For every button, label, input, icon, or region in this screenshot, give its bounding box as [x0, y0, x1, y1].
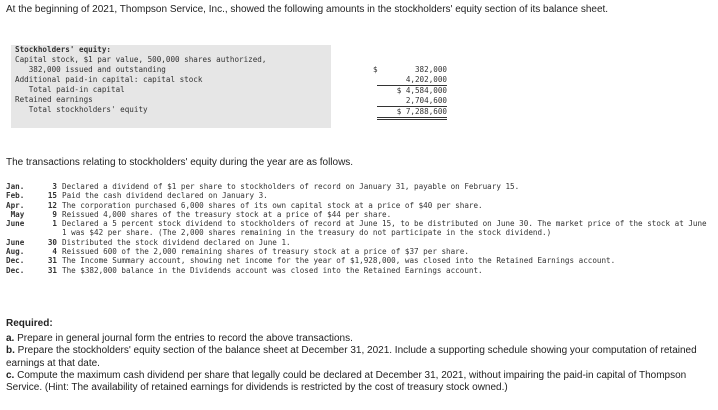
required-item-text: Prepare in general journal form the entries to record the above transactions. [17, 333, 353, 345]
amount-total-equity: $ 7,288,600 [396, 107, 447, 116]
transaction-month: May [6, 209, 25, 219]
transaction-row [6, 191, 712, 200]
problem-intro: At the beginning of 2021, Thompson Service, Inc., showed the following amounts in the stockholders' equity section of its balance sheet. [6, 4, 609, 15]
transaction-text: The $382,000 balance in the Dividends account was closed into the Retained Earnings account. [62, 265, 483, 275]
transaction-row [6, 256, 712, 265]
transaction-month: Apr. [6, 200, 25, 210]
equity-heading: Stockholders' equity: [15, 45, 112, 54]
transaction-month: June [6, 237, 25, 247]
required-item-label: c. [6, 369, 15, 381]
transaction-text: The Income Summary account, showing net income for the year of $1,928,000, was closed into the Retained Earnings account. [62, 256, 616, 266]
transaction-text: Reissued 4,000 shares of the treasury stock at a price of $44 per share. [62, 209, 392, 219]
required-item-text: Prepare the stockholders' equity section of the balance sheet at December 31, 2021. Include a supporting schedule showing your computation of retained earnings at that date. [6, 345, 697, 369]
transaction-text: Reissued 600 of the 2,000 remaining shares of treasury stock at a price of $37 per share. [62, 247, 469, 257]
transaction-month: Jan. [6, 182, 25, 191]
transaction-row [6, 219, 712, 238]
transaction-text: The corporation purchased 6,000 shares of its own capital stock at a price of $40 per share. [62, 200, 483, 210]
transaction-row [6, 210, 712, 219]
required-item-c [6, 370, 712, 394]
transaction-day: 12 [47, 200, 57, 210]
transaction-month: Dec. [6, 265, 25, 275]
transaction-day: 4 [52, 247, 57, 257]
transaction-day: 15 [47, 191, 57, 201]
required-item-text: Compute the maximum cash dividend per share that legally could be declared at December 31, 2021, without impairing the paid-in capital of Thompson Service. (Hint: The availability of retained earnings for dividends is restricted by the cost of treasury stock owned.) [6, 369, 687, 394]
required-item-label: b. [6, 345, 15, 357]
equity-line-retained-earnings: Retained earnings [15, 95, 93, 104]
transaction-day: 9 [52, 209, 57, 219]
equity-line-issued: 382,000 issued and outstanding [15, 65, 166, 74]
required-item-b [6, 345, 712, 369]
transaction-day: 31 [47, 256, 57, 266]
transaction-month: Aug. [6, 247, 25, 257]
required-title: Required: [6, 318, 53, 329]
amount-total-paid-in: $ 4,584,000 [396, 86, 447, 95]
transaction-row [6, 247, 712, 256]
double-rule-top [377, 117, 447, 118]
stockholders-equity-table [11, 45, 449, 128]
amount-retained-earnings: 2,704,600 [405, 96, 447, 105]
transaction-month: June [6, 219, 25, 229]
transaction-day: 31 [47, 265, 57, 275]
transaction-text: Paid the cash dividend declared on January 3. [62, 191, 268, 201]
transaction-month: Dec. [6, 256, 25, 266]
double-rule-bottom [377, 119, 447, 120]
equity-line-capital-stock: Capital stock, $1 par value, 500,000 shares authorized, [15, 55, 267, 64]
equity-line-apic: Additional paid-in capital: capital stock [15, 75, 203, 84]
transactions-intro: The transactions relating to stockholders' equity during the year are as follows. [6, 157, 354, 168]
equity-line-total-equity: Total stockholders' equity [15, 105, 148, 114]
transaction-row [6, 266, 712, 275]
transaction-month: Feb. [6, 191, 25, 201]
transaction-text: Distributed the stock dividend declared on June 1. [62, 237, 291, 247]
transaction-day: 30 [47, 237, 57, 247]
transaction-text: Declared a dividend of $1 per share to stockholders of record on January 31, payable on February 15. [62, 182, 520, 191]
transactions-list [6, 182, 712, 275]
equity-line-total-paid-in: Total paid-in capital [15, 85, 125, 94]
transaction-row [6, 238, 712, 247]
dollar-sign: $ [373, 65, 378, 74]
transaction-day: 1 [52, 219, 57, 229]
amount-apic: 4,202,000 [405, 75, 447, 84]
transaction-text: Declared a 5 percent stock dividend to stockholders of record at June 15, to be distributed on June 30. The market price of the stock at June 1 was $42 per share. (The 2,000 shares remaining in the treasury do not participate in the stock dividend.) [62, 219, 707, 238]
required-item-label: a. [6, 333, 15, 345]
transaction-row [6, 182, 712, 191]
required-item-a [6, 333, 712, 345]
required-section [6, 318, 712, 394]
transaction-day: 3 [52, 182, 57, 191]
amount-capital-stock: 382,000 [414, 65, 447, 74]
transaction-row [6, 201, 712, 210]
